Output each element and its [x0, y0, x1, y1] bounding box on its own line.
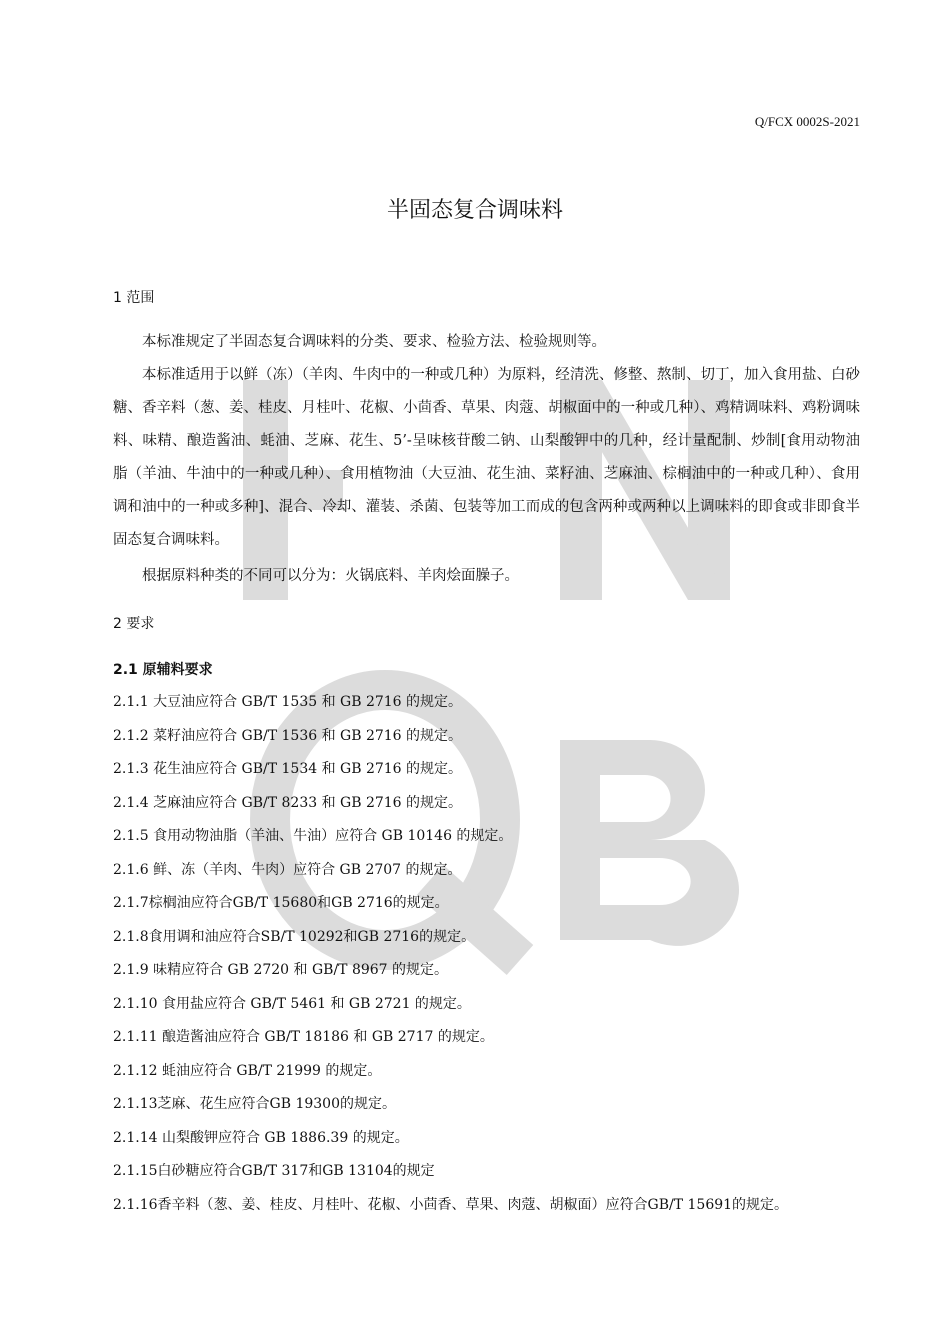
- list-item: 2.1.2 菜籽油应符合 GB/T 1536 和 GB 2716 的规定。: [113, 727, 463, 744]
- paragraph: 根据原料种类的不同可以分为：火锅底料、羊肉烩面臊子。: [142, 568, 519, 584]
- section-heading-scope: 1 范围: [113, 290, 155, 306]
- list-item: 2.1.12 蚝油应符合 GB/T 21999 的规定。: [113, 1062, 382, 1079]
- list-item: 2.1.3 花生油应符合 GB/T 1534 和 GB 2716 的规定。: [113, 761, 463, 777]
- list-item: 2.1.15白砂糖应符合GB/T 317和GB 13104的规定: [113, 1163, 435, 1179]
- list-item: 2.1.5 食用动物油脂（羊油、牛油）应符合 GB 10146 的规定。: [113, 828, 513, 844]
- requirements-list: [113, 686, 860, 1222]
- paragraph: 本标准规定了半固态复合调味料的分类、要求、检验方法、检验规则等。: [142, 334, 606, 350]
- list-item: 2.1.14 山梨酸钾应符合 GB 1886.39 的规定。: [113, 1129, 409, 1146]
- list-item: 2.1.9 味精应符合 GB 2720 和 GB/T 8967 的规定。: [113, 962, 449, 978]
- list-item: 2.1.13芝麻、花生应符合GB 19300的规定。: [113, 1096, 396, 1112]
- section-heading-requirements: 2 要求: [113, 616, 155, 632]
- paragraph: 本标准适用于以鲜（冻）（羊肉、牛肉中的一种或几种）为原料，经清洗、修整、熬制、切丁，加入食用盐、白砂糖、香辛料（葱、姜、桂皮、月桂叶、花椒、小茴香、草果、肉蔻、胡椒面中的一种或几种）、鸡精调味料、鸡粉调味料、味精、酿造酱油、蚝油、芝麻、花生、5’-呈味核苷酸二钠、山梨酸钾中的几种，经计量配制、炒制[食用动物油脂（羊油、牛油中的一种或几种）、食用植物油（大豆油、花生油、菜籽油、芝麻油、棕榈油中的一种或几种）、食用调和油中的一种或多种]、混合、冷却、灌装、杀菌、包装等加工而成的包含两种或两种以上调味料的即食或非即食半固态复合调味料。: [113, 367, 860, 548]
- document-code: Q/FCX 0002S-2021: [754, 114, 860, 129]
- list-item: 2.1.4 芝麻油应符合 GB/T 8233 和 GB 2716 的规定。: [113, 794, 463, 811]
- list-item: 2.1.16香辛料（葱、姜、桂皮、月桂叶、花椒、小茴香、草果、肉蔻、胡椒面）应符合GB/T 15691的规定。: [113, 1196, 789, 1213]
- scope-body: [113, 326, 860, 593]
- list-item: 2.1.11 酿造酱油应符合 GB/T 18186 和 GB 2717 的规定。: [113, 1029, 494, 1045]
- subsection-heading: 2.1 原辅料要求: [113, 662, 213, 678]
- document-title: 半固态复合调味料: [386, 198, 563, 223]
- list-item: 2.1.7棕榈油应符合GB/T 15680和GB 2716的规定。: [113, 895, 449, 911]
- list-item: 2.1.1 大豆油应符合 GB/T 1535 和 GB 2716 的规定。: [113, 694, 463, 710]
- list-item: 2.1.10 食用盐应符合 GB/T 5461 和 GB 2721 的规定。: [113, 995, 471, 1012]
- list-item: 2.1.8食用调和油应符合SB/T 10292和GB 2716的规定。: [113, 928, 476, 945]
- list-item: 2.1.6 鲜、冻（羊肉、牛肉）应符合 GB 2707 的规定。: [113, 861, 462, 878]
